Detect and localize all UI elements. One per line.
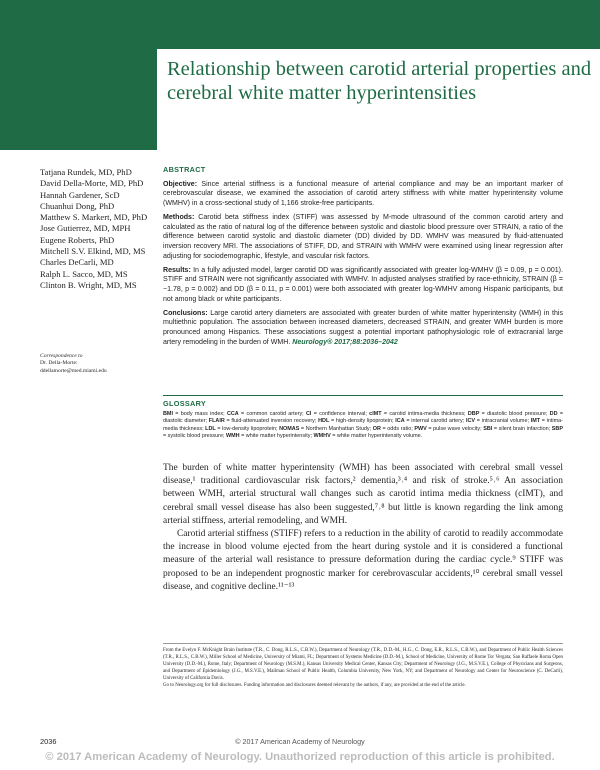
author: Ralph L. Sacco, MD, MS (40, 268, 128, 279)
glossary-def: = high-density lipoprotein; (329, 418, 396, 424)
author: Jose Gutierrez, MD, MPH (40, 223, 131, 234)
copyright-warning: © 2017 American Academy of Neurology. Unauthorized reproduction of this article is prohibited. (45, 751, 555, 763)
glossary-entry (468, 411, 550, 417)
author: Clinton B. Wright, MD, MS (40, 279, 137, 290)
glossary-abbr: SBP (551, 425, 563, 432)
glossary (163, 400, 563, 441)
glossary-entry (227, 411, 306, 417)
glossary-entry (414, 426, 483, 432)
glossary-def: = internal carotid artery; (404, 418, 466, 424)
glossary-entry (279, 426, 373, 432)
glossary-abbr: PWV (414, 425, 427, 432)
abstract-results (163, 266, 563, 305)
glossary-abbr: ICA (395, 418, 405, 424)
abstract-objective (163, 180, 563, 209)
glossary-abbr: WMH (226, 433, 240, 439)
glossary-list (163, 411, 563, 441)
glossary-def: = carotid intima-media thickness; (381, 410, 468, 417)
glossary-entry (306, 411, 369, 417)
footnotes (163, 643, 563, 690)
glossary-heading: GLOSSARY (163, 399, 207, 408)
correspondence-email[interactable]: ddellamorte@med.miami.edu (40, 367, 107, 374)
glossary-abbr: LDL (205, 425, 216, 432)
glossary-abbr: NOMAS (279, 425, 300, 432)
results-text: In a fully adjusted model, larger carotid DD was significantly associated with greater log-WMHV (β = 0.09, p = 0.001). STIFF and STRAIN were not significantly associated with WMHV. In adjusted analyses stratified by race-ethnicity, STRAIN (β = −1.78, p = 0.002) and DD (β = 0.11, p = 0.001) were both associated with greater log-WMHV among Hispanic participants, but not among black or white participants. (163, 266, 563, 303)
glossary-def: = body mass index; (172, 410, 227, 417)
correspondence-label: Correspondence to (40, 353, 83, 359)
glossary-entry (226, 433, 314, 439)
author: David Della-Morte, MD, PhD (40, 178, 144, 189)
glossary-entry (466, 418, 531, 424)
glossary-def: = odds ratio; (380, 425, 415, 432)
methods-label: Methods: (163, 214, 195, 221)
article-title: Relationship between carotid arterial properties and cerebral white matter hyperintensities (167, 58, 592, 104)
author: Hannah Gardener, ScD (40, 189, 120, 200)
glossary-def: = fluid-attenuated inversion recovery; (224, 418, 319, 424)
glossary-abbr: CI (306, 410, 312, 417)
author: Charles DeCarli, MD (40, 257, 114, 268)
glossary-entry (395, 418, 466, 424)
page-number: 2036 (40, 737, 57, 746)
body-text (163, 462, 563, 594)
glossary-entry (163, 411, 227, 417)
glossary-abbr: CCA (226, 410, 239, 417)
abstract-heading: ABSTRACT (163, 165, 206, 174)
glossary-entry (318, 418, 395, 424)
abstract-conclusions (163, 309, 563, 348)
glossary-entry (205, 426, 279, 432)
glossary-entry (483, 426, 552, 432)
glossary-entry (373, 426, 415, 432)
author: Eugene Roberts, PhD (40, 234, 115, 245)
author: Mitchell S.V. Elkind, MD, MS (40, 246, 146, 257)
title-box (157, 49, 600, 150)
glossary-abbr: HDL (318, 418, 330, 424)
funding-note: Go to Neurology.org for full disclosures. Funding information and disclosures deemed relevant by the authors, if any, are provided at the end of the article. (163, 683, 466, 689)
glossary-abbr: ICV (465, 418, 476, 424)
glossary-def: = confidence interval; (311, 410, 370, 417)
glossary-def: = white matter hyperintensity volume. (330, 433, 423, 439)
glossary-def: = diastolic blood pressure; (479, 410, 550, 417)
affiliations: From the Evelyn F. McKnight Brain Institute (T.R., C. Dong, R.L.S., C.B.W.), Department of Neurology (T.R., D.D.-M., H.G., C. Dong, E.R., R.L.S., C.B.W.), and Department of Public Health Sciences (T.R., R.L.S., C.B.W.), Miller School of Medicine, University of Miami, FL; Department of Systems Medicine (D.D.-M.), School of Medicine, University of Rome Tor Vergata; San Raffaele Roma Open University (D.D.-M.), Rome, Italy; Department of Neurology (M.S.M.), Kansas University Medical Center, Kansas City; Department of Neurology (J.G., M.S.V.E.), College of Physicians and Surgeons, and Department of Epidemiology (J.G., M.S.V.E.), Mailman School of Public Health, Columbia University, New York, NY; and Department of Neurology and Center for Neuroscience (C. DeCarli), University of California Davis. (163, 648, 563, 682)
glossary-def: = Northern Manhattan Study; (299, 425, 373, 432)
author: Matthew S. Markert, MD, PhD (40, 212, 148, 223)
conclusions-label: Conclusions: (163, 309, 208, 317)
glossary-abbr: IMT (530, 418, 541, 424)
body-paragraph: The burden of white matter hyperintensity (WMH) has been associated with cerebral small vessel disease,¹ traditional cardiovascular risk factors,² dementia,³˒⁴ and risk of stroke.⁵˒⁶ An association between WMH, arterial structural wall changes such as carotid intima media thickness (cIMT), and cerebral small vessel disease has also been suggested,⁷˒⁸ but little is known regarding the link among arterial stiffness, arterial remodeling, and WMH. (163, 463, 563, 526)
glossary-def: = intracranial volume; (475, 418, 531, 424)
objective-label: Objective: (163, 180, 198, 188)
objective-text: Since arterial stiffness is a functional measure of arterial compliance and may be an important marker of cerebrovascular disease, we examined the association of carotid artery stiffness with white matter hyperintensity volume (WMHV) in a cross-sectional study of 1,166 stroke-free participants. (163, 180, 563, 208)
glossary-abbr: OR (372, 425, 381, 432)
author: Tatjana Rundek, MD, PhD (40, 167, 132, 177)
glossary-entry (369, 411, 468, 417)
abstract (163, 165, 563, 352)
glossary-def: = diastolic diameter; (163, 410, 564, 424)
glossary-def: = white matter hyperintensity; (239, 433, 314, 439)
glossary-def: = intima-media thickness; (163, 418, 563, 432)
citation-link[interactable]: Neurology® 2017;88:2036–2042 (292, 338, 398, 346)
glossary-def: = pulse wave velocity; (426, 425, 484, 432)
glossary-divider (163, 395, 563, 396)
correspondence (40, 353, 160, 375)
glossary-abbr: DD (549, 410, 558, 417)
glossary-def: = common carotid artery; (238, 410, 306, 417)
glossary-abbr: cIMT (369, 410, 382, 417)
glossary-def: = silent brain infarction; (492, 425, 552, 432)
results-label: Results: (163, 266, 191, 274)
glossary-abbr: SBI (483, 425, 493, 432)
glossary-abbr: FLAIR (208, 418, 225, 424)
correspondence-name: Dr. Della-Morte: (40, 360, 78, 367)
glossary-def: = systolic blood pressure; (163, 433, 227, 439)
author: Chuanhui Dong, PhD (40, 200, 115, 211)
body-paragraph: Carotid arterial stiffness (STIFF) refers to a reduction in the ability of carotid to readily accommodate the increase in blood volume ejected from the heart during systole and it is considered a functional measure of the arterial wall resistance to pressure deformation during the cardiac cycle.⁹ STIFF was proposed to be an independent prognostic marker for cerebrovascular accidents,¹⁰ cerebral small vessel disease, and cognitive decline.¹¹⁻¹³ (163, 529, 563, 592)
glossary-entry (209, 418, 318, 424)
glossary-abbr: BMI (163, 410, 173, 417)
conclusions-text: Large carotid artery diameters are associated with greater burden of white matter hyperintensity (WMH) in this multiethnic population. The association between increased diameters, decreased STRAIN, and greater WMH burden is more pronounced among Hispanics. These associations suggest a potential important pathophysiologic role of extracranial large artery remodeling in the burden of WMH. (163, 309, 564, 346)
glossary-entry (314, 433, 423, 439)
copyright: © 2017 American Academy of Neurology (235, 737, 365, 746)
glossary-abbr: DBP (467, 410, 480, 417)
methods-text: Carotid beta stiffness index (STIFF) was assessed by M-mode ultrasound of the common carotid artery and calculated as the ratio of natural log of the difference between systolic and diastolic blood pressure over STRAIN, a ratio of the difference between carotid systolic and diastolic diameter (DD) divided by DD. WMHV was measured by fluid-attenuated inversion recovery MRI. The associations of STIFF, DD, and STRAIN with WMHV were examined using linear regression after adjusting for sociodemographic, lifestyle, and vascular risk factors. (163, 214, 563, 260)
abstract-methods (163, 213, 563, 262)
author-list (40, 167, 165, 291)
glossary-abbr: WMHV (313, 433, 331, 439)
glossary-def: = low-density lipoprotein; (215, 425, 280, 432)
